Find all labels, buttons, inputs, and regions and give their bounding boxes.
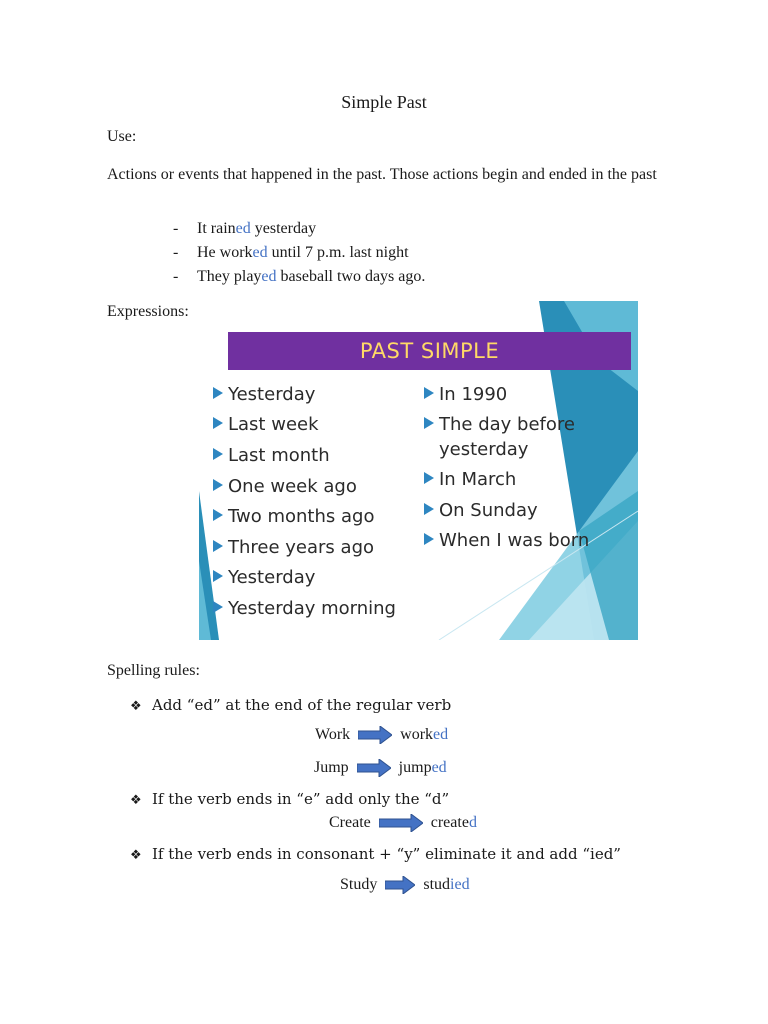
slide-list-item: When I was born [424,530,589,551]
triangle-bullet-icon [424,387,434,399]
slide-list-item: The day before [424,414,575,435]
verb-example [340,876,470,894]
slide-list-item: In March [424,469,516,490]
example-text: He work [197,244,253,261]
slide-list-item: In 1990 [424,384,507,405]
slide-list-item-continuation: yesterday [439,439,529,460]
use-heading: Use: [107,128,137,145]
slide-list-item: Yesterday [213,567,315,588]
example-sentence [173,244,409,262]
base-verb: Study [340,876,378,893]
past-verb-stem: work [400,726,434,743]
diamond-bullet-icon: ❖ [130,848,142,863]
verb-example [314,759,447,777]
dash-bullet: - [173,268,179,285]
base-verb: Work [315,726,351,743]
slide-list-item: Two months ago [213,506,374,527]
rule-text: If the verb ends in “e” add only the “d” [152,790,450,808]
rule-text: If the verb ends in consonant + “y” eliminate it and add “ied” [152,845,621,863]
example-text: until 7 p.m. last night [267,244,409,261]
slide-list-item: Last week [213,414,319,435]
example-suffix: ed [252,244,268,261]
right-arrow-icon [379,814,423,832]
past-verb-stem: jump [398,759,432,776]
spelling-rule [130,845,621,863]
example-text: baseball two days ago. [276,268,426,285]
diamond-bullet-icon: ❖ [130,699,142,714]
triangle-bullet-icon [213,387,223,399]
past-verb-suffix: ied [450,876,470,893]
past-verb-stem: create [430,814,469,831]
base-verb: Create [329,814,371,831]
slide-banner [228,332,631,370]
verb-example [315,726,448,744]
slide-list-item: Last month [213,445,330,466]
triangle-bullet-icon [213,417,223,429]
example-suffix: ed [235,220,251,237]
slide-list-item: Yesterday morning [213,598,396,619]
slide-banner-title: PAST SIMPLE [359,339,500,363]
spelling-rules-heading: Spelling rules: [107,662,200,679]
triangle-bullet-icon [213,448,223,460]
past-simple-slide-image [199,301,638,640]
example-text: yesterday [250,220,317,237]
spelling-rule [130,696,451,714]
triangle-bullet-icon [424,472,434,484]
base-verb: Jump [314,759,349,776]
dash-bullet: - [173,220,179,237]
diamond-bullet-icon: ❖ [130,793,142,808]
triangle-bullet-icon [424,503,434,515]
example-suffix: ed [261,268,277,285]
past-verb-stem: stud [423,876,451,893]
triangle-bullet-icon [424,417,434,429]
page-title: Simple Past [341,92,427,112]
example-text: They play [197,268,262,285]
slide-list-item: Yesterday [213,384,315,405]
past-verb-suffix: ed [431,759,447,776]
triangle-bullet-icon [213,509,223,521]
rule-text: Add “ed” at the end of the regular verb [152,696,452,714]
example-sentence [173,268,425,286]
expressions-heading: Expressions: [107,303,189,320]
slide-list-item: One week ago [213,476,357,497]
triangle-bullet-icon [213,540,223,552]
verb-example [329,814,477,832]
spelling-rule [130,790,449,808]
triangle-bullet-icon [424,533,434,545]
right-arrow-icon [358,726,392,744]
past-verb-suffix: ed [433,726,449,743]
use-description: Actions or events that happened in the past. Those actions begin and ended in the past [107,166,657,183]
right-arrow-icon [385,876,415,894]
triangle-bullet-icon [213,570,223,582]
slide-list-item: Three years ago [213,537,374,558]
triangle-bullet-icon [213,601,223,613]
right-arrow-icon [357,759,391,777]
slide-list-item: On Sunday [424,500,538,521]
example-sentence [173,220,316,238]
dash-bullet: - [173,244,179,261]
example-text: It rain [197,220,236,237]
past-verb-suffix: d [468,814,477,831]
triangle-bullet-icon [213,479,223,491]
